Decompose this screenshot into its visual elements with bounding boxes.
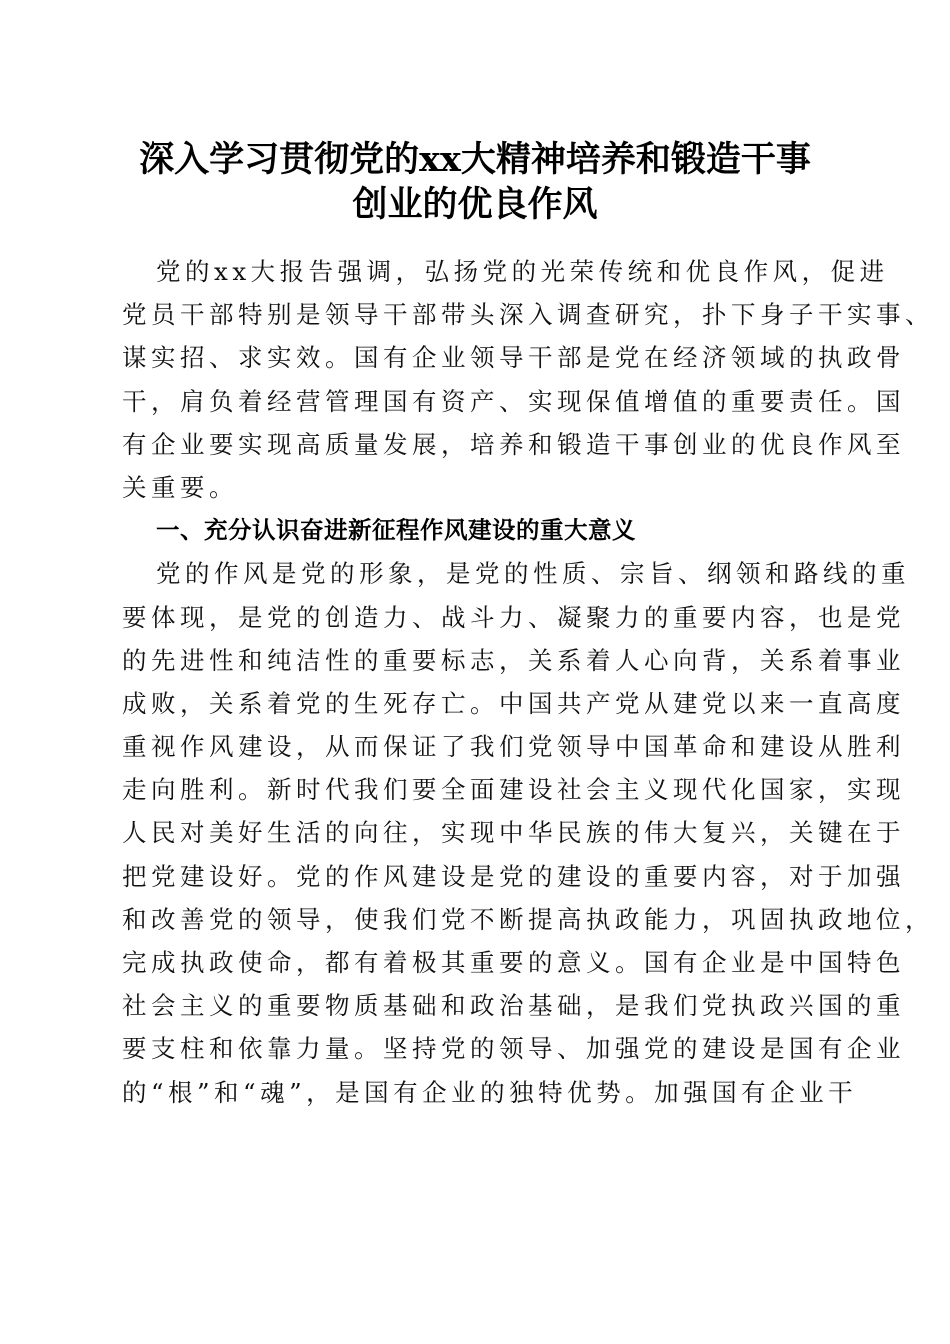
section-line: 的“根”和“魂”，是国有企业的独特优势。加强国有企业干 — [122, 1077, 858, 1107]
section-line: 完成执政使命，都有着极其重要的意义。国有企业是中国特色 — [122, 948, 905, 977]
document-title-line-2: 创业的优良作风 — [352, 184, 598, 225]
section-line: 走向胜利。新时代我们要全面建设社会主义现代化国家，实现 — [122, 775, 905, 805]
document-title-line-1: 深入学习贯彻党的xx大精神培养和锻造干事 — [139, 139, 811, 180]
section-heading: 一、充分认识奋进新征程作风建设的重大意义 — [156, 516, 636, 545]
section-line: 人民对美好生活的向往，实现中华民族的伟大复兴，关键在于 — [122, 818, 905, 848]
section-line: 的先进性和纯洁性的重要标志，关系着人心向背，关系着事业 — [122, 645, 905, 675]
intro-line: 党员干部特别是领导干部带头深入调查研究，扑下身子干实事、 — [122, 300, 934, 330]
section-line: 重视作风建设，从而保证了我们党领导中国革命和建设从胜利 — [122, 732, 905, 762]
document-body — [122, 250, 934, 1114]
section-line: 要体现，是党的创造力、战斗力、凝聚力的重要内容，也是党 — [122, 602, 905, 632]
intro-line: 关重要。 — [122, 472, 238, 502]
intro-line: 干，肩负着经营管理国有资产、实现保值增值的重要责任。国 — [122, 386, 905, 416]
section-line: 成败，关系着党的生死存亡。中国共产党从建党以来一直高度 — [122, 688, 905, 718]
section-line: 社会主义的重要物质基础和政治基础，是我们党执政兴国的重 — [122, 991, 905, 1021]
intro-line: 党的xx大报告强调，弘扬党的光荣传统和优良作风，促进 — [156, 257, 889, 286]
intro-line: 有企业要实现高质量发展，培养和锻造干事创业的优良作风至 — [122, 429, 905, 459]
section-line: 要支柱和依靠力量。坚持党的领导、加强党的建设是国有企业 — [122, 1034, 905, 1064]
intro-line: 谋实招、求实效。国有企业领导干部是党在经济领域的执政骨 — [122, 343, 905, 373]
section-line: 和改善党的领导，使我们党不断提高执政能力，巩固执政地位， — [122, 904, 934, 934]
section-line: 党的作风是党的形象，是党的性质、宗旨、纲领和路线的重 — [156, 559, 910, 589]
section-line: 把党建设好。党的作风建设是党的建设的重要内容，对于加强 — [122, 861, 905, 891]
